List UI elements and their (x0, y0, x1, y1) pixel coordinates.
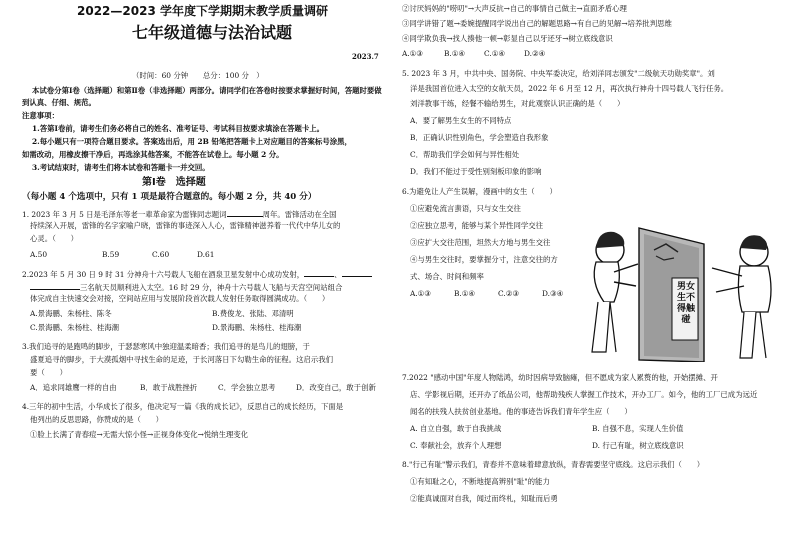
exam-date: 2023.7 (352, 52, 379, 61)
q8-line-1: 8."行己有耻"警示我们，青春并不意味着肆意放纵，青春需要坚守底线。这启示我们（ ） (402, 460, 705, 469)
q7-option-d: D. 行己有耻，树立底线意识 (592, 441, 684, 450)
intro-line-1: 本试卷分第Ⅰ卷（选择题）和第Ⅱ卷（非选择题）两部分。请同学们在答卷时按要求掌握好时间，答题时要做 (32, 86, 382, 95)
exam-title: 2022—2023 学年度下学期期末教学质量调研 (77, 4, 328, 18)
answer-blank (342, 268, 372, 277)
q4-item-3: ③同学讲错了题→委婉提醒同学说出自己的解题思路→有自己的见解→培养批判思维 (402, 19, 672, 28)
q1-option-d: D.61 (197, 250, 215, 259)
q5-option-b: B．正确认识性别角色，学会塑造自我形象 (410, 133, 549, 142)
q4-item-2: ②讨厌妈妈的"唠叨"→大声反抗→自己的事情自己做主→直面矛盾心理 (402, 4, 627, 13)
q4-line-2: 他列出的反思思路，你赞成的是（ ） (30, 415, 164, 424)
q1-line-2: 持续深入开展，雷锋的名字家喻户晓，雷锋的事迹深入人心，雷锋精神滋养着一代代中华儿女的 (30, 221, 341, 230)
q6-option-a: A.①③ (410, 289, 431, 298)
q3-line-2: 盛夏追寻的脚步，于大漠孤烟中寻找生命的足迹，于长河落日下勾勒生命的征程。这启示我们 (30, 355, 334, 364)
exam-subject-title: 七年级道德与法治试题 (132, 23, 293, 42)
q2-line-3: 体完成自主快速交会对接，空间站应用与发展阶段首次载人发射任务取得圆满成功。（ ） (30, 294, 330, 303)
q7-line-2: 店、学影视后期，还开办了纸品公司，他帮助残疾人掌握工作技术，开办工厂。如今，他的工厂已成为远近 (410, 390, 758, 399)
q3-line-1: 3.我们追寻的是跑鸣的脚步，于瑟瑟寒风中独迎温柔暗香；我们追寻的是鸟儿的翅膀，于 (22, 342, 310, 351)
q2-option-a: A.景海鹏、朱杨柱、陈冬 (30, 309, 112, 318)
q3-option-c: C．学会独立思考 (218, 383, 276, 392)
q4-option-d: D.②④ (524, 49, 546, 58)
q7-option-b: B. 自强不息，实现人生价值 (592, 424, 684, 433)
q5-line-1: 5. 2023 年 3 月，中共中央、国务院、中央军委决定，给刘洋同志颁发"二级航天功勋奖章"。刘 (402, 69, 715, 78)
q7-option-c: C. 奉献社会，放弃个人理想 (410, 441, 502, 450)
q1-option-a: A.50 (30, 250, 48, 259)
q1-option-b: B.59 (102, 250, 120, 259)
q5-line-3: 刘洋教事干练，经餐不输给男生，对此观察认识正确的是（ ） (410, 99, 625, 108)
q4-option-a: A.①③ (402, 49, 423, 58)
q7-line-3: 闻名的扶残人扶贫创业基地。他的事迹告诉我们青年学生应（ ） (410, 407, 632, 416)
q4-line-3: ①脸上长满了青春痘→无需大惊小怪→正视身体变化→悦纳生理变化 (30, 430, 249, 439)
q8-item-2: ②能真诚面对自我，闻过而终札，知耻而后勇 (410, 494, 558, 503)
q6-item-1: ①应避免流言蜚语，只与女生交往 (410, 204, 521, 213)
answer-blank (227, 208, 263, 217)
notes-heading: 注意事项： (22, 111, 59, 120)
q8-item-1: ①有知耻之心，不断地提高辨别"耻"的能力 (410, 477, 550, 486)
q5-line-2: 洋是我国首位进入太空的女航天员，2022 年 6 月至 12 月，再次执行神舟十四号载人飞行任务。 (410, 84, 729, 93)
exam-meta: （时间：60 分钟 总分：100 分 ） (132, 71, 264, 80)
section-subtitle: （每小题 4 个选项中，只有 1 项是最符合题意的。每小题 2 分，共 40 分） (22, 192, 317, 202)
q7-line-1: 7.2022 "感动中国"年度人物陆鸿，幼时因病导致脑瘫，但不愿成为家人累赘的他，开始摆摊、开 (402, 373, 718, 382)
q4-option-b: B.①④ (444, 49, 466, 58)
answer-blank (30, 281, 80, 290)
q6-option-d: D.③④ (542, 289, 564, 298)
q1-line-1: 1. 2023 年 3 月 5 日是毛泽东等老一辈革命家为雷锋同志题词 周年。雷锋活动在全国 (22, 210, 337, 219)
q2-option-b: B.费俊龙、张陆、邓清明 (212, 309, 294, 318)
q6-item-4: ④与男生交往时，要掌握分寸，注意交往的方 (410, 255, 558, 264)
q4-item-4: ④同学欺负我→找人揍他一顿→彰显自己以牙还牙→树立底线意识 (402, 34, 613, 43)
q6-option-c: C.②③ (498, 289, 519, 298)
q1-line-3: 心灵。（ ） (30, 234, 79, 243)
q4-line-1: 4.三年的初中生活，小华成长了很多，他决定写一篇《我的成长记》，反思自己的成长经历，下面是 (22, 402, 344, 411)
q7-option-a: A. 自立自强，敢于自我挑战 (410, 424, 502, 433)
q6-item-3: ③应扩大交往范围，坦然大方地与男生交往 (410, 238, 551, 247)
q5-option-d: D．我们不能过于受性别刻板印象的影响 (410, 167, 542, 176)
comic-illustration (584, 222, 784, 362)
q5-option-c: C．帮助我们学会如何与异性相处 (410, 150, 520, 159)
q3-option-d: D．改变自己，敢于创新 (296, 383, 376, 392)
note-2a: 2.每小题只有一项符合题目要求。答案选出后，用 2B 铅笔把答题卡上对应题目的答案标号涂黑， (32, 137, 352, 146)
q3-option-a: A．追求同雄鹰一样的自由 (30, 383, 117, 392)
section-title: 第Ⅰ卷 选择题 (142, 177, 206, 188)
q2-line-2: 三名航天员顺利进入太空。16 时 29 分，神舟十六号载人飞船与天宫空间站组合 (30, 281, 342, 293)
q3-option-b: B．敢于战胜挫折 (140, 383, 198, 392)
q6-item-2: ②应独立思考，能够与某个异性同学交往 (410, 221, 544, 230)
board-sign-text: 男女生不得触碰 (677, 282, 696, 325)
note-3: 3.考试结束时，请考生们将本试卷和答题卡一并交回。 (32, 163, 210, 172)
q6-line-1: 6.为避免让人产生误解，漫画中的女生（ ） (402, 187, 557, 196)
intro-line-2: 到认真、仔细、规范。 (22, 98, 96, 107)
q2-option-c: C.景海鹏、朱杨柱、桂海潮 (30, 323, 120, 332)
q4-option-c: C.①④ (484, 49, 505, 58)
q6-option-b: B.①④ (454, 289, 476, 298)
q6-item-4b: 式、场合、时间和频率 (410, 272, 484, 281)
answer-blank (304, 268, 334, 277)
q3-line-3: 要（ ） (30, 368, 67, 377)
q2-line-1: 2.2023 年 5 月 30 日 9 时 31 分神舟十六号载人飞船在酒泉卫星发射中心成功发射， 、 (22, 268, 372, 280)
note-1: 1.答第Ⅰ卷前，请考生们务必将自己的姓名、准考证号、考试科目按要求填涂在答题卡上。 (32, 124, 325, 133)
q5-option-a: A．要了解男生女生的不同特点 (410, 116, 512, 125)
q2-option-d: D.景海鹏、朱杨柱、桂海潮 (212, 323, 302, 332)
q1-option-c: C.60 (152, 250, 170, 259)
note-2b: 如需改动，用橡皮擦干净后，再选涂其他答案，不能答在试卷上。每小题 2 分。 (22, 150, 284, 159)
